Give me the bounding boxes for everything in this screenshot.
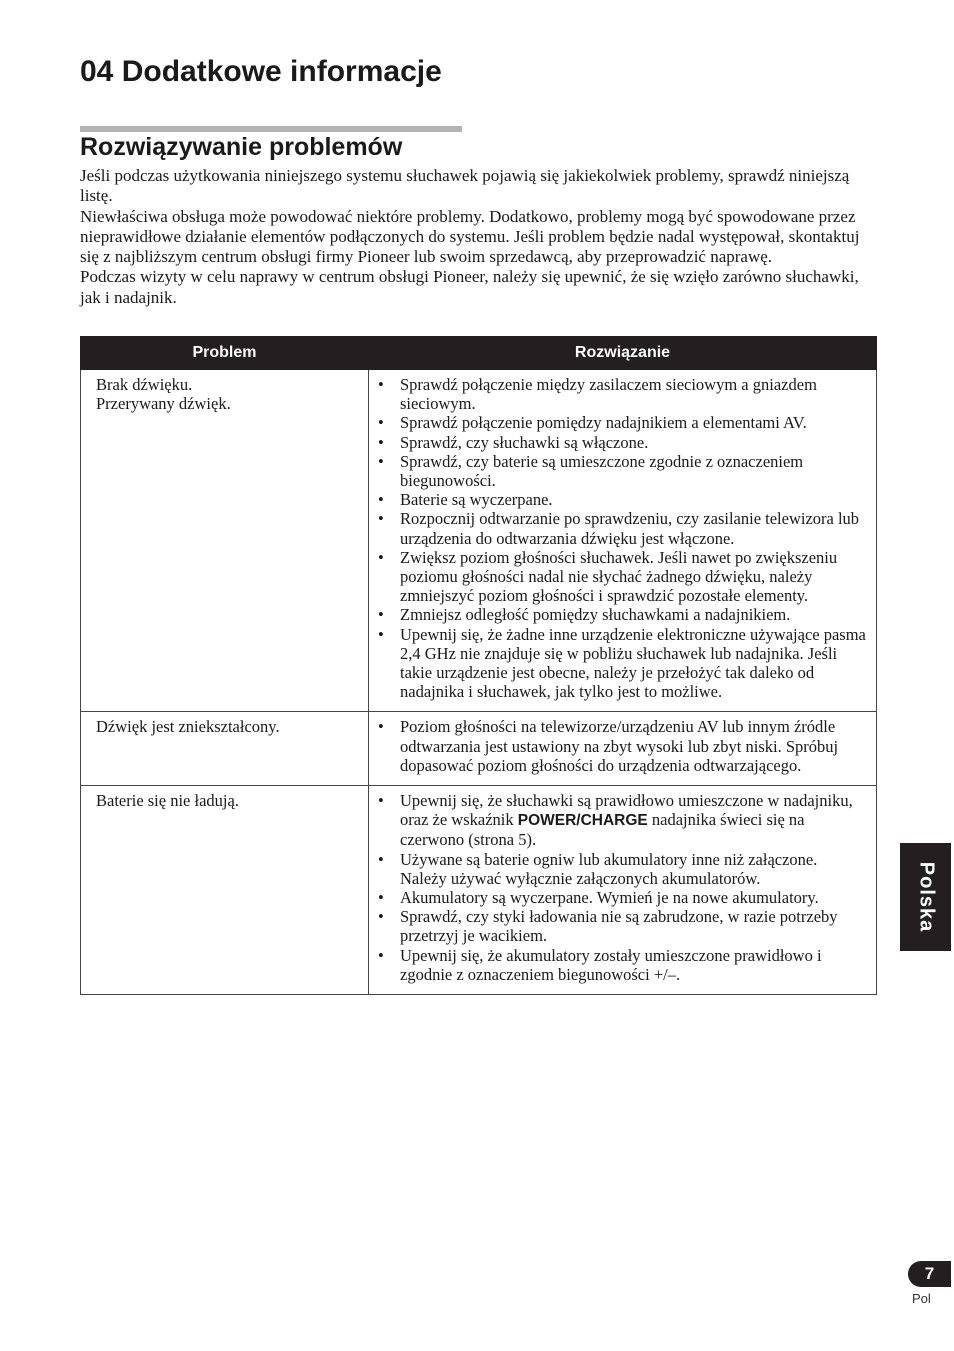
solution-item: • Sprawdź, czy styki ładowania nie są zabrudzone, w razie potrzeby przetrzyj je wacikiem. xyxy=(378,907,866,945)
solution-cell xyxy=(369,786,877,995)
problem-cell xyxy=(81,712,369,786)
intro-paragraph: Jeśli podczas użytkowania niniejszego systemu słuchawek pojawią się jakiekolwiek problemy, sprawdź niniejszą listę. xyxy=(80,166,850,206)
problem-text: Przerywany dźwięk. xyxy=(96,394,231,414)
solution-item: • Sprawdź, czy słuchawki są włączone. xyxy=(378,433,866,452)
problem-cell xyxy=(81,370,369,712)
table-row xyxy=(81,370,877,712)
solution-cell xyxy=(369,370,877,712)
solution-item: • Sprawdź połączenie pomiędzy nadajnikiem a elementami AV. xyxy=(378,413,866,432)
solution-item: • Baterie są wyczerpane. xyxy=(378,490,866,509)
intro-paragraph: Niewłaściwa obsługa może powodować niektóre problemy. Dodatkowo, problemy mogą być spowodowane przez nieprawidłowe działanie elementów podłączonych do systemu. Jeśli problem będzie nadal występował, skontaktuj się z najbliższym centrum obsługi firmy Pioneer lub swoim sprzedawcą, aby przeprowadzić naprawę. xyxy=(80,206,860,267)
problem-text: Dźwięk jest zniekształcony. xyxy=(96,717,280,737)
power-charge-indicator-label: POWER/CHARGE xyxy=(517,812,648,830)
solution-list xyxy=(378,375,866,701)
solution-text: nadajnika świeci się na czerwono (strona 5). xyxy=(400,810,805,850)
solution-item: • Używane są baterie ogniw lub akumulatory inne niż załączone. Należy używać wyłącznie załączonych akumulatorów. xyxy=(378,850,866,888)
solution-item: • Upewnij się, że żadne inne urządzenie elektroniczne używające pasma 2,4 GHz nie znajduje się w pobliżu słuchawek lub nadajnika. Jeśli takie urządzenie jest obecne, należy je przełożyć tak daleko od nadajnika i słuchawek, jak tylko jest to możliwe. xyxy=(378,625,866,702)
solution-item: • Sprawdź, czy baterie są umieszczone zgodnie z oznaczeniem biegunowości. xyxy=(378,452,866,490)
problem-text: Brak dźwięku. xyxy=(96,375,193,394)
table-row xyxy=(81,786,877,995)
column-header-solution: Rozwiązanie xyxy=(369,337,877,370)
section-divider xyxy=(80,126,462,132)
problem-text: Baterie się nie ładują. xyxy=(96,791,239,811)
solution-list xyxy=(378,791,866,984)
chapter-title: 04 Dodatkowe informacje xyxy=(80,55,442,88)
table-header-row xyxy=(81,337,877,370)
solution-item: • Akumulatory są wyczerpane. Wymień je na nowe akumulatory. xyxy=(378,888,866,907)
solution-item: • Upewnij się, że akumulatory zostały umieszczone prawidłowo i zgodnie z oznaczeniem biegunowości +/–. xyxy=(378,946,866,984)
solution-list xyxy=(378,717,866,775)
page-language-code: Pol xyxy=(912,1291,931,1306)
solution-item: • Rozpocznij odtwarzanie po sprawdzeniu, czy zasilanie telewizora lub urządzenia do odtwarzania dźwięku jest włączone. xyxy=(378,509,866,547)
intro-text xyxy=(80,166,880,308)
language-side-tab xyxy=(900,843,951,951)
solution-item xyxy=(378,791,866,850)
solution-item: • Poziom głośności na telewizorze/urządzeniu AV lub innym źródle odtwarzania jest ustawiony na zbyt wysoki lub zbyt niski. Spróbuj dopasować poziom głośności do urządzenia odtwarzającego. xyxy=(378,717,866,775)
solution-text: Upewnij się, że słuchawki są prawidłowo umieszczone w nadajniku, oraz że wskaźnik xyxy=(400,791,853,830)
solution-cell xyxy=(369,712,877,786)
table-row xyxy=(81,712,877,786)
problem-cell xyxy=(81,786,369,995)
section-title: Rozwiązywanie problemów xyxy=(80,133,403,161)
intro-paragraph: Podczas wizyty w celu naprawy w centrum obsługi Pioneer, należy się upewnić, że się wzięło zarówno słuchawki, jak i nadajnik. xyxy=(80,267,859,307)
solution-item: • Zwiększ poziom głośności słuchawek. Jeśli nawet po zwiększeniu poziomu głośności nadal nie słychać żadnego dźwięku, należy zmniejszyć poziom głośności i sprawdzić pozostałe elementy. xyxy=(378,548,866,606)
column-header-problem: Problem xyxy=(81,337,369,370)
troubleshooting-table xyxy=(80,336,877,995)
page-number: 7 xyxy=(908,1261,951,1287)
solution-item: • Zmniejsz odległość pomiędzy słuchawkami a nadajnikiem. xyxy=(378,605,866,624)
solution-item: • Sprawdź połączenie między zasilaczem sieciowym a gniazdem sieciowym. xyxy=(378,375,866,413)
language-tab-label: Polska xyxy=(915,861,937,933)
